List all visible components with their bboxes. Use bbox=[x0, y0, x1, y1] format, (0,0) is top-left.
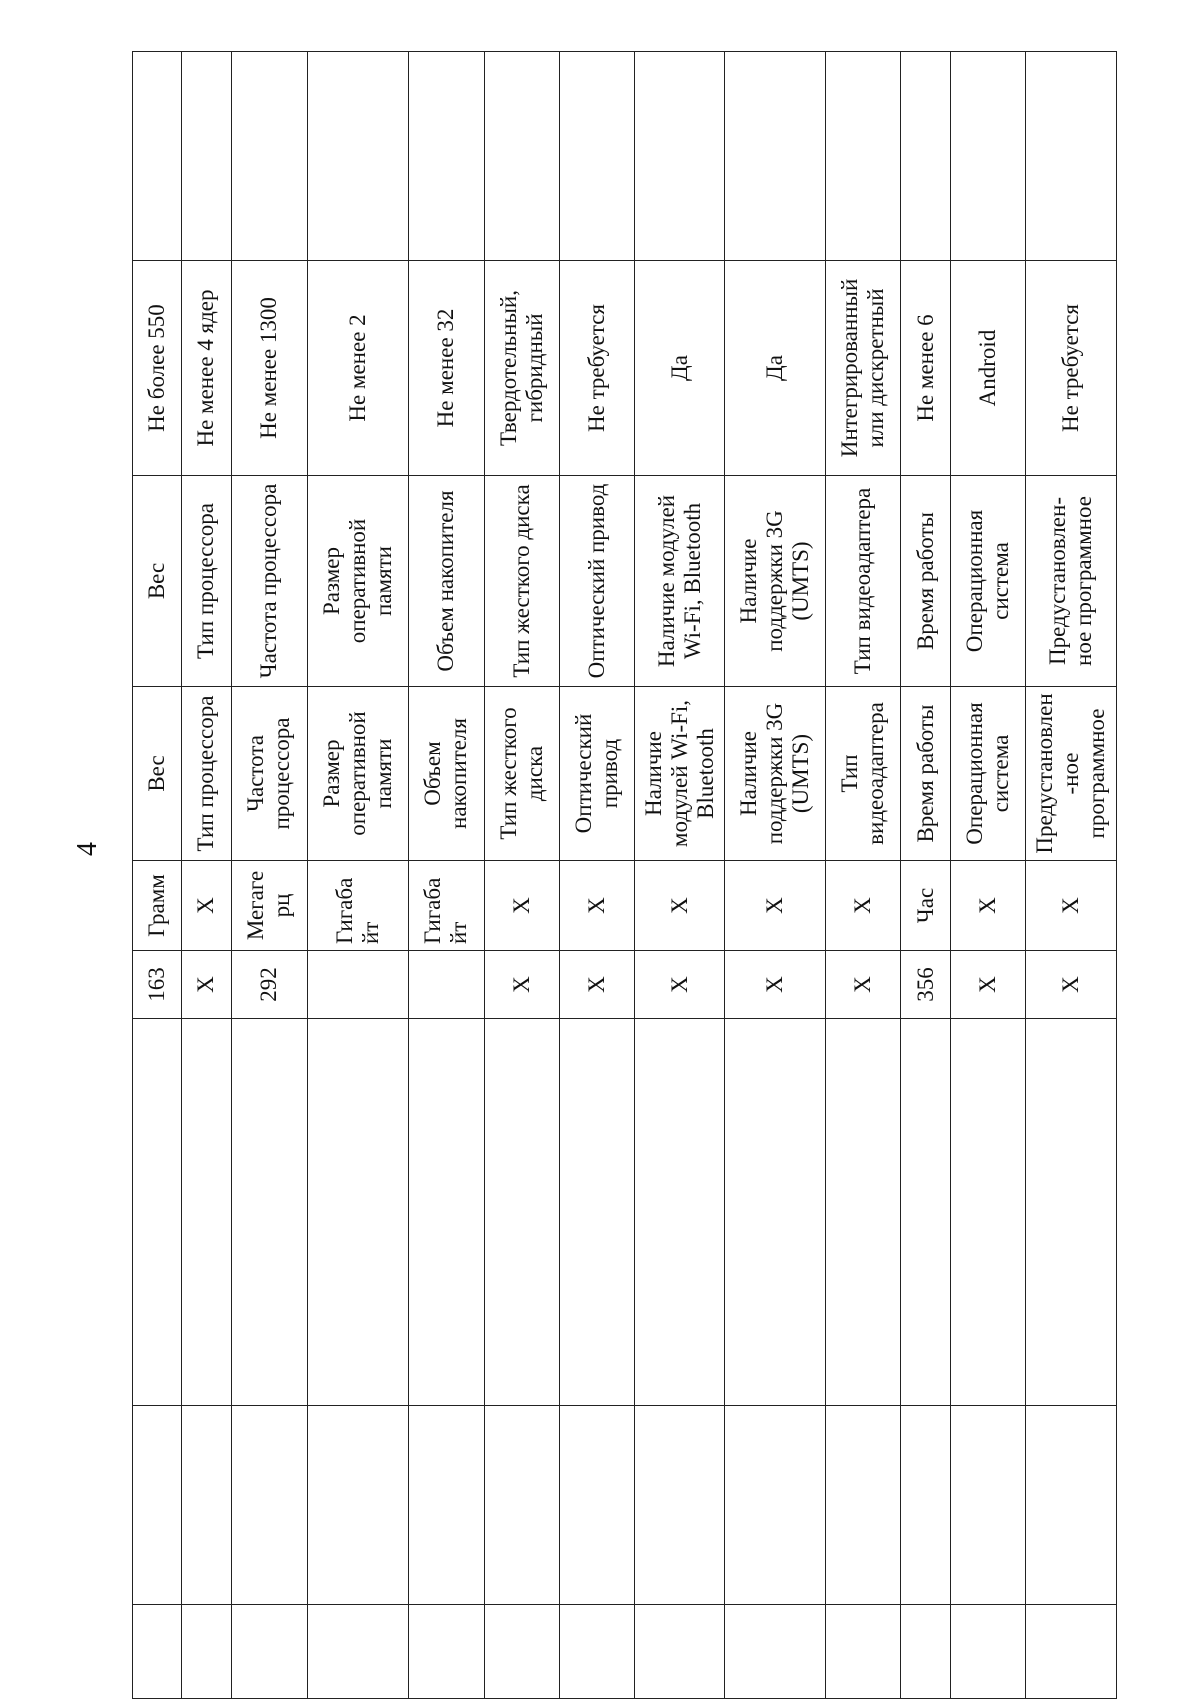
cell-value: Не требуется bbox=[1026, 261, 1117, 476]
cell-unit: Час bbox=[901, 861, 951, 951]
cell-empty-1 bbox=[231, 1605, 307, 1699]
cell-empty-4 bbox=[181, 52, 231, 261]
table-row bbox=[901, 52, 951, 1699]
cell-empty-2 bbox=[901, 1406, 951, 1605]
cell-empty-2 bbox=[307, 1406, 408, 1605]
cell-code: X bbox=[1026, 951, 1117, 1019]
table-row bbox=[181, 52, 231, 1699]
cell-empty-4 bbox=[901, 52, 951, 261]
cell-empty-1 bbox=[408, 1605, 484, 1699]
cell-name: Размер оперативной памяти bbox=[307, 687, 408, 861]
cell-name-repeat: Тип видеоадаптера bbox=[826, 476, 901, 687]
cell-value: Твердотельный, гибридный bbox=[484, 261, 559, 476]
cell-empty-2 bbox=[231, 1406, 307, 1605]
cell-name: Наличие модулей Wi-Fi, Bluetooth bbox=[634, 687, 725, 861]
cell-code bbox=[408, 951, 484, 1019]
cell-value: Android bbox=[951, 261, 1026, 476]
cell-name: Частота процессора bbox=[231, 687, 307, 861]
cell-unit: X bbox=[951, 861, 1026, 951]
cell-value: Интегрированный или дискретный bbox=[826, 261, 901, 476]
table-row bbox=[826, 52, 901, 1699]
cell-empty-4 bbox=[408, 52, 484, 261]
cell-unit: X bbox=[826, 861, 901, 951]
cell-name: Предустановлен-ное программное bbox=[1026, 687, 1117, 861]
cell-empty-1 bbox=[826, 1605, 901, 1699]
cell-value: Да bbox=[725, 261, 826, 476]
cell-empty-2 bbox=[1026, 1406, 1117, 1605]
cell-name: Тип жесткого диска bbox=[484, 687, 559, 861]
cell-value: Не более 550 bbox=[133, 261, 182, 476]
cell-empty-1 bbox=[181, 1605, 231, 1699]
cell-name-repeat: Предустановлен-ное программное bbox=[1026, 476, 1117, 687]
cell-name: Наличие поддержки 3G (UMTS) bbox=[725, 687, 826, 861]
cell-code: X bbox=[634, 951, 725, 1019]
table-row bbox=[133, 52, 182, 1699]
page-number: 4 bbox=[72, 842, 103, 856]
cell-empty-3 bbox=[181, 1019, 231, 1406]
cell-name: Тип процессора bbox=[181, 687, 231, 861]
table-row bbox=[1026, 52, 1117, 1699]
cell-value: Не менее 6 bbox=[901, 261, 951, 476]
cell-empty-1 bbox=[559, 1605, 634, 1699]
cell-name-repeat: Время работы bbox=[901, 476, 951, 687]
cell-empty-1 bbox=[1026, 1605, 1117, 1699]
cell-name-repeat: Объем накопителя bbox=[408, 476, 484, 687]
cell-value: Не менее 32 bbox=[408, 261, 484, 476]
spec-table bbox=[132, 51, 1117, 1699]
cell-empty-4 bbox=[826, 52, 901, 261]
cell-empty-1 bbox=[901, 1605, 951, 1699]
table-row bbox=[634, 52, 725, 1699]
cell-code: X bbox=[826, 951, 901, 1019]
cell-empty-4 bbox=[307, 52, 408, 261]
cell-empty-1 bbox=[634, 1605, 725, 1699]
spec-table-body bbox=[133, 52, 1117, 1699]
table-row bbox=[559, 52, 634, 1699]
cell-code: X bbox=[951, 951, 1026, 1019]
cell-code: 163 bbox=[133, 951, 182, 1019]
cell-unit: Гигабайт bbox=[307, 861, 408, 951]
cell-empty-3 bbox=[408, 1019, 484, 1406]
cell-empty-1 bbox=[484, 1605, 559, 1699]
cell-empty-1 bbox=[307, 1605, 408, 1699]
cell-name: Тип видеоадаптера bbox=[826, 687, 901, 861]
cell-code: X bbox=[725, 951, 826, 1019]
spec-table-wrapper bbox=[132, 51, 1117, 1699]
cell-unit: X bbox=[181, 861, 231, 951]
cell-unit: X bbox=[725, 861, 826, 951]
cell-code: X bbox=[484, 951, 559, 1019]
cell-name: Операционная система bbox=[951, 687, 1026, 861]
cell-empty-4 bbox=[559, 52, 634, 261]
cell-empty-3 bbox=[133, 1019, 182, 1406]
cell-empty-3 bbox=[484, 1019, 559, 1406]
cell-name-repeat: Операционная система bbox=[951, 476, 1026, 687]
cell-name: Объем накопителя bbox=[408, 687, 484, 861]
cell-empty-4 bbox=[231, 52, 307, 261]
cell-empty-2 bbox=[181, 1406, 231, 1605]
cell-name: Время работы bbox=[901, 687, 951, 861]
table-row bbox=[484, 52, 559, 1699]
cell-name-repeat: Наличие поддержки 3G (UMTS) bbox=[725, 476, 826, 687]
cell-unit: X bbox=[559, 861, 634, 951]
cell-empty-4 bbox=[133, 52, 182, 261]
cell-value: Не менее 1300 bbox=[231, 261, 307, 476]
cell-unit: X bbox=[634, 861, 725, 951]
cell-empty-3 bbox=[951, 1019, 1026, 1406]
cell-empty-2 bbox=[725, 1406, 826, 1605]
cell-empty-3 bbox=[1026, 1019, 1117, 1406]
cell-unit: Гигабайт bbox=[408, 861, 484, 951]
cell-code: 292 bbox=[231, 951, 307, 1019]
cell-unit: Грамм bbox=[133, 861, 182, 951]
cell-name-repeat: Оптический привод bbox=[559, 476, 634, 687]
cell-name-repeat: Частота процессора bbox=[231, 476, 307, 687]
cell-name-repeat: Вес bbox=[133, 476, 182, 687]
cell-unit: Мегагерц bbox=[231, 861, 307, 951]
table-row bbox=[231, 52, 307, 1699]
cell-empty-2 bbox=[133, 1406, 182, 1605]
cell-code: X bbox=[559, 951, 634, 1019]
cell-empty-2 bbox=[559, 1406, 634, 1605]
cell-empty-3 bbox=[307, 1019, 408, 1406]
table-row bbox=[408, 52, 484, 1699]
table-row bbox=[951, 52, 1026, 1699]
cell-name-repeat: Тип жесткого диска bbox=[484, 476, 559, 687]
cell-empty-1 bbox=[725, 1605, 826, 1699]
cell-unit: X bbox=[1026, 861, 1117, 951]
cell-name: Вес bbox=[133, 687, 182, 861]
cell-empty-3 bbox=[725, 1019, 826, 1406]
cell-name: Оптический привод bbox=[559, 687, 634, 861]
cell-value: Не менее 4 ядер bbox=[181, 261, 231, 476]
cell-name-repeat: Наличие модулей Wi-Fi, Bluetooth bbox=[634, 476, 725, 687]
cell-value: Не требуется bbox=[559, 261, 634, 476]
cell-value: Не менее 2 bbox=[307, 261, 408, 476]
cell-empty-1 bbox=[951, 1605, 1026, 1699]
cell-name-repeat: Размер оперативной памяти bbox=[307, 476, 408, 687]
cell-empty-3 bbox=[559, 1019, 634, 1406]
cell-value: Да bbox=[634, 261, 725, 476]
cell-code: X bbox=[181, 951, 231, 1019]
cell-empty-4 bbox=[634, 52, 725, 261]
cell-empty-2 bbox=[826, 1406, 901, 1605]
cell-empty-4 bbox=[725, 52, 826, 261]
cell-empty-3 bbox=[231, 1019, 307, 1406]
cell-code bbox=[307, 951, 408, 1019]
cell-empty-3 bbox=[826, 1019, 901, 1406]
cell-empty-2 bbox=[634, 1406, 725, 1605]
table-row bbox=[307, 52, 408, 1699]
cell-empty-4 bbox=[951, 52, 1026, 261]
cell-code: 356 bbox=[901, 951, 951, 1019]
cell-empty-2 bbox=[408, 1406, 484, 1605]
cell-empty-4 bbox=[1026, 52, 1117, 261]
cell-empty-3 bbox=[634, 1019, 725, 1406]
cell-empty-1 bbox=[133, 1605, 182, 1699]
table-row bbox=[725, 52, 826, 1699]
cell-empty-3 bbox=[901, 1019, 951, 1406]
cell-unit: X bbox=[484, 861, 559, 951]
cell-empty-2 bbox=[484, 1406, 559, 1605]
cell-name-repeat: Тип процессора bbox=[181, 476, 231, 687]
cell-empty-4 bbox=[484, 52, 559, 261]
cell-empty-2 bbox=[951, 1406, 1026, 1605]
